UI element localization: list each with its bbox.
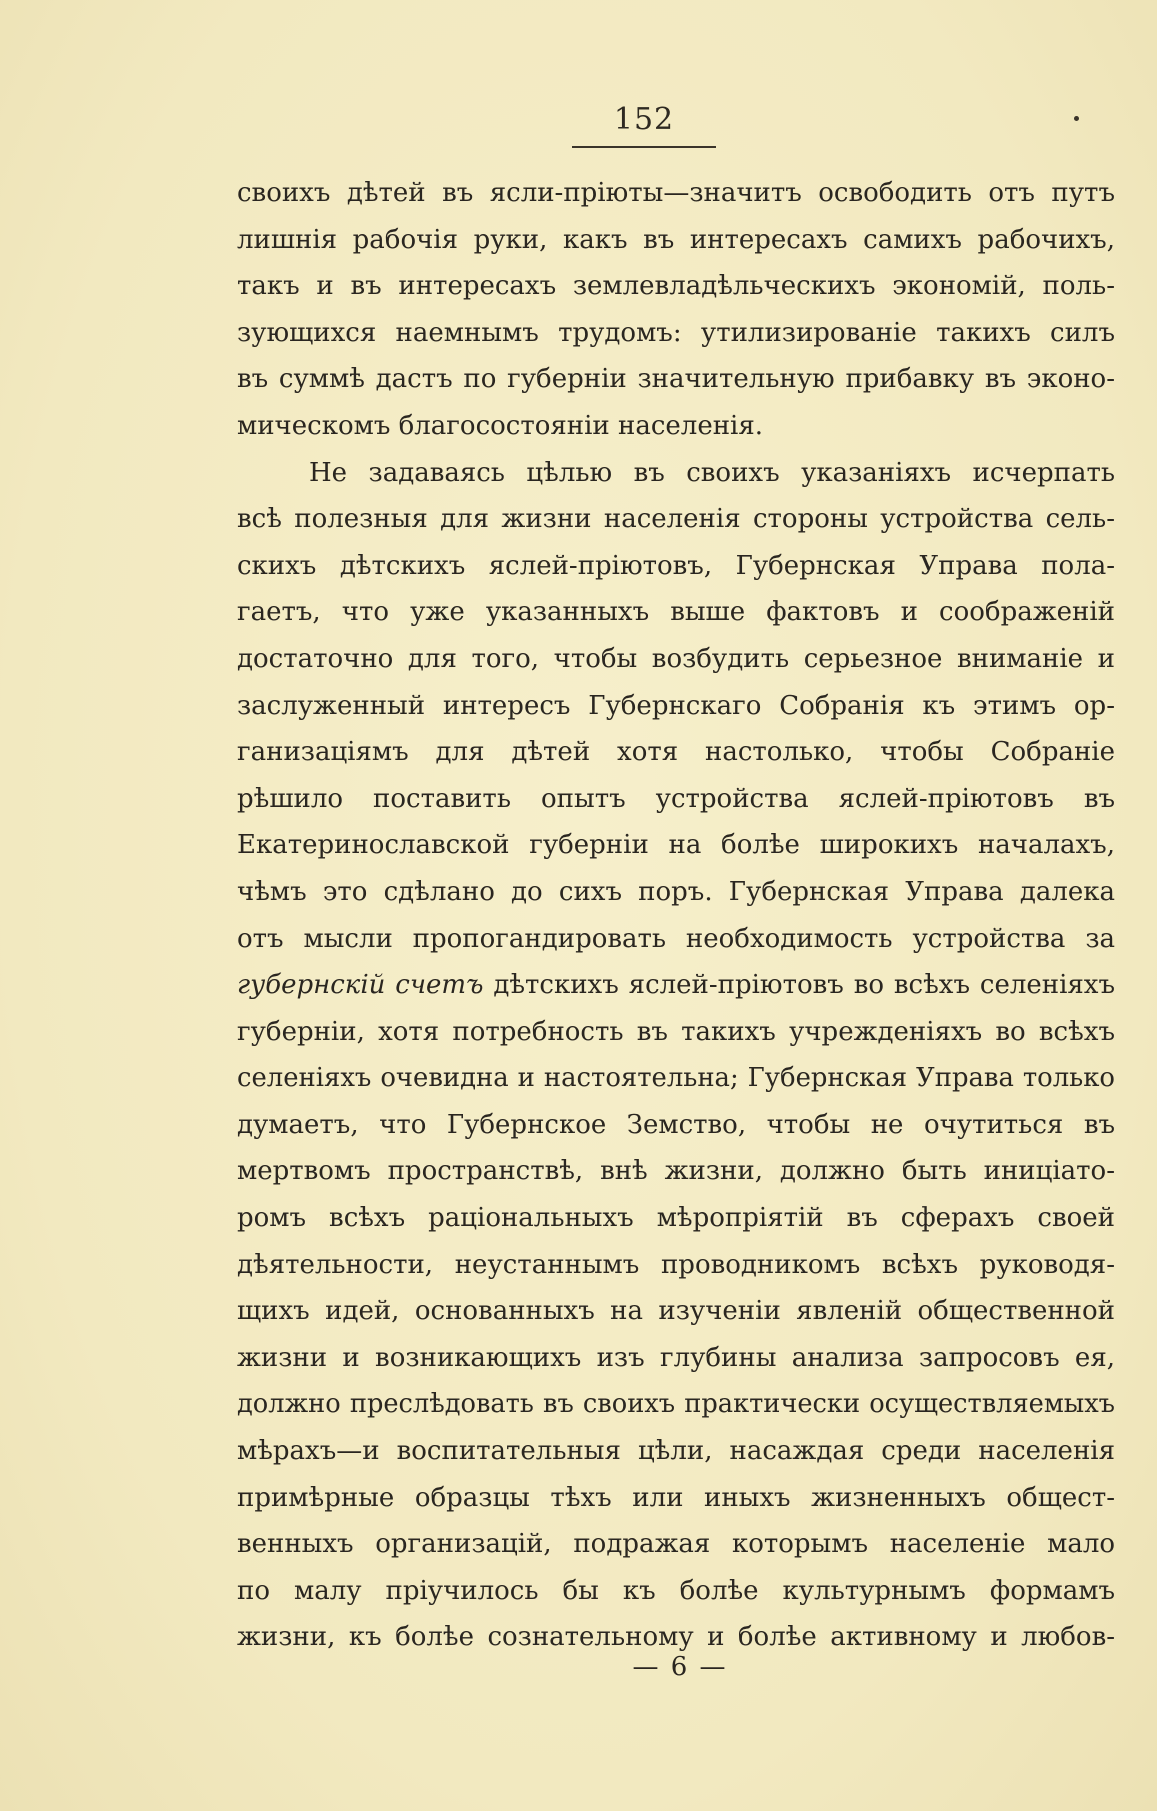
body-text xyxy=(237,170,1115,1661)
text-line: лишнія рабочія руки, какъ въ интересахъ самихъ рабочихъ, xyxy=(237,224,1115,255)
italic-phrase: губернскій счетъ xyxy=(237,970,484,1001)
text-line-with-italic xyxy=(237,962,1115,1009)
text-line: щихъ идей, основанныхъ на изученіи явленій общественной xyxy=(237,1296,1115,1327)
signature-mark: — 6 — xyxy=(632,1652,728,1682)
ink-speck xyxy=(1074,116,1079,121)
text-line: ганизаціямъ для дѣтей хотя настолько, чтобы Собраніе xyxy=(237,737,1115,768)
paragraph-start-line: Не задаваясь цѣлью въ своихъ указаніяхъ исчерпать xyxy=(309,457,1115,488)
text-line: отъ мысли пропогандировать необходимость устройства за xyxy=(237,923,1115,954)
text-line: губерніи, хотя потребность въ такихъ учрежденіяхъ во всѣхъ xyxy=(237,1016,1115,1047)
text-line: селеніяхъ очевидна и настоятельна; Губернская Управа только xyxy=(237,1063,1115,1094)
text-line: жизни и возникающихъ изъ глубины анализа запросовъ ея, xyxy=(237,1342,1115,1373)
text-line: своихъ дѣтей въ ясли-пріюты—значитъ освободить отъ путъ xyxy=(237,178,1115,208)
text-line: ромъ всѣхъ раціональныхъ мѣропріятій въ сферахъ своей xyxy=(237,1203,1115,1234)
text-line: зующихся наемнымъ трудомъ: утилизированіе такихъ силъ xyxy=(237,317,1115,348)
text-line: примѣрные образцы тѣхъ или иныхъ жизненныхъ общест- xyxy=(237,1482,1115,1513)
text-line: венныхъ организацій, подражая которымъ населеніе мало xyxy=(237,1529,1115,1560)
text-line: достаточно для того, чтобы возбудить серьезное вниманіе и xyxy=(237,643,1115,674)
page-number-underline xyxy=(572,146,716,148)
paragraph-end-line: мическомъ благосостояніи населенія. xyxy=(237,410,764,441)
text-line: въ суммѣ дастъ по губерніи значительную прибавку въ эконо- xyxy=(237,364,1115,395)
text-line: Екатеринославской губерніи на болѣе широкихъ началахъ, xyxy=(237,830,1115,861)
page-number-container xyxy=(572,102,716,137)
text-line: мѣрахъ—и воспитательныя цѣли, насаждая среди населенія xyxy=(237,1436,1115,1467)
text-line: по малу пріучилось бы къ болѣе культурнымъ формамъ xyxy=(237,1575,1115,1606)
text-line: жизни, къ болѣе сознательному и болѣе активному и любов- xyxy=(237,1622,1115,1653)
text-line: скихъ дѣтскихъ яслей-пріютовъ, Губернская Управа пола- xyxy=(237,550,1115,581)
text-line: такъ и въ интересахъ землевладѣльческихъ экономій, поль- xyxy=(237,271,1115,302)
text-line: заслуженный интересъ Губернскаго Собранія къ этимъ ор- xyxy=(237,690,1115,721)
text-line: должно преслѣдовать въ своихъ практически осуществляемыхъ xyxy=(237,1389,1115,1420)
text-line: дѣятельности, неустаннымъ проводникомъ всѣхъ руководя- xyxy=(237,1249,1115,1280)
text-line: чѣмъ это сдѣлано до сихъ поръ. Губернская Управа далека xyxy=(237,876,1115,907)
text-line: думаетъ, что Губернское Земство, чтобы не очутиться въ xyxy=(237,1109,1115,1140)
text-line: гаетъ, что уже указанныхъ выше фактовъ и соображеній xyxy=(237,597,1115,628)
page-number: 152 xyxy=(613,102,675,137)
text-line: мертвомъ пространствѣ, внѣ жизни, должно быть иниціато- xyxy=(237,1156,1115,1187)
text-line: рѣшило поставить опытъ устройства яслей-пріютовъ въ xyxy=(237,783,1115,814)
line-remainder: дѣтскихъ яслей-пріютовъ во всѣхъ селеніяхъ xyxy=(483,970,1115,1001)
text-line: всѣ полезныя для жизни населенія стороны устройства сель- xyxy=(237,504,1115,535)
